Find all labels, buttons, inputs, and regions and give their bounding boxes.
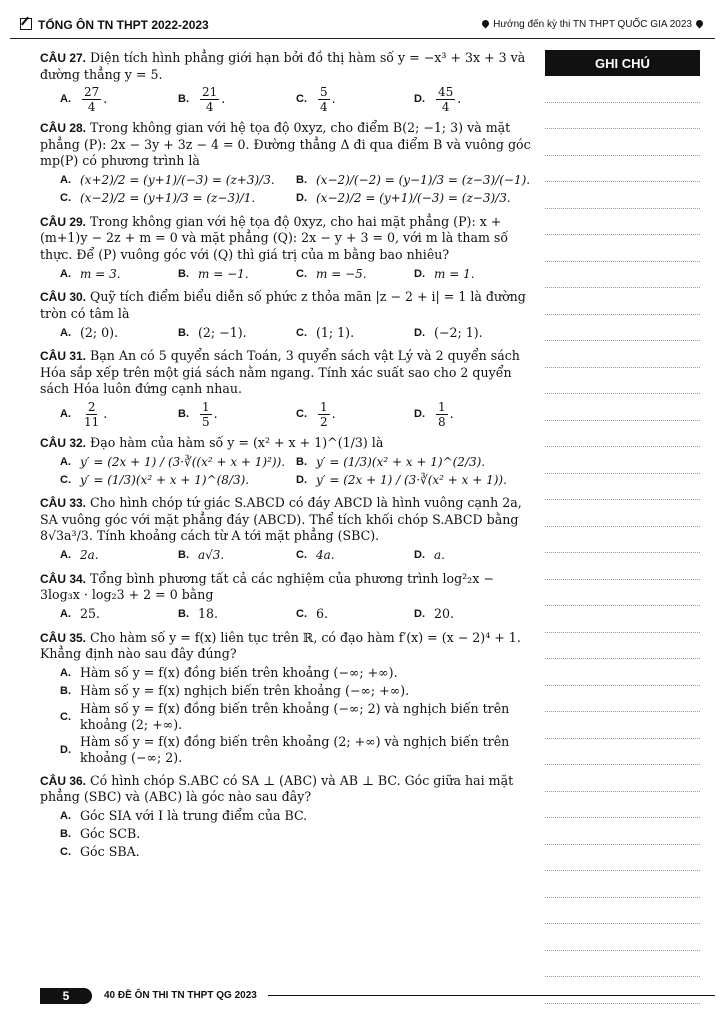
question-text: Tổng bình phương tất cả các nghiệm của phương trình log²₂x − 3log₃x · log₂3 + 2 = 0 bằng (40, 570, 494, 602)
footer-divider (268, 995, 715, 996)
note-line (545, 580, 700, 607)
option-text: m = −1. (198, 266, 249, 281)
option-label: D. (414, 326, 425, 339)
question-28 (40, 120, 532, 208)
fraction (436, 85, 455, 114)
notes-sidebar (545, 50, 700, 1004)
note-line (545, 951, 700, 978)
edit-icon (20, 18, 32, 30)
option-text: (x+2)/2 = (y+1)/(−3) = (z+3)/3. (80, 173, 275, 188)
option-label: A. (60, 407, 71, 420)
options (40, 85, 532, 114)
option-c (60, 190, 296, 208)
option-d: D. $\frac{1}{8}$ . (414, 399, 454, 429)
footer-title: 40 ĐỀ ÔN THI TN THPT QG 2023 (104, 990, 257, 1001)
note-line (545, 739, 700, 766)
option-d (296, 471, 532, 489)
option-b (178, 606, 296, 624)
options (40, 453, 532, 489)
option-b: B. $\frac{1}{5}$ . (178, 399, 218, 429)
page-footer (10, 986, 715, 1006)
option-label: A. (60, 174, 71, 187)
fraction (318, 400, 330, 429)
header-left (20, 18, 209, 32)
option-label: B. (178, 407, 189, 420)
option-b (60, 826, 532, 844)
fraction (200, 85, 219, 114)
option-label: D. (414, 93, 425, 106)
question-number: CÂU 29. (40, 214, 87, 229)
option-text: m = −5. (316, 266, 367, 281)
numerator: 21 (202, 85, 218, 99)
numerator: 27 (84, 85, 100, 99)
question-number: CÂU 32. (40, 435, 87, 450)
note-line (545, 898, 700, 925)
fraction (200, 400, 212, 429)
option-text: 18. (198, 606, 219, 622)
note-line (545, 368, 700, 395)
option-d (414, 324, 532, 342)
option-text: y′ = (1/3)(x² + x + 1)^(8/3). (80, 472, 250, 487)
note-line (545, 76, 700, 103)
option-label: B. (178, 608, 189, 621)
option-a (60, 265, 178, 283)
note-line (545, 924, 700, 951)
numerator: 1 (320, 399, 328, 414)
option-text: 2a. (80, 548, 99, 563)
numerator: 45 (438, 85, 454, 99)
header-subtitle: Hướng đến kỳ thi TN THPT QUỐC GIA 2023 (493, 19, 692, 30)
option-a (60, 665, 532, 683)
note-line (545, 129, 700, 156)
option-label: A. (60, 455, 71, 468)
page-number: 5 (40, 988, 92, 1004)
option-a: A. $\frac{27}{4}$ . (60, 85, 108, 114)
question-text: Trong không gian với hệ tọa độ 0xyz, cho điểm B(2; −1; 3) và mặt phẳng (P): 2x − 3y + 3z − 4 = 0. Đường thẳng Δ đi qua điểm B và vuông góc mp(P) có phương trình là (40, 120, 531, 168)
option-d (296, 190, 532, 208)
fraction (436, 400, 448, 429)
option-label: C. (296, 326, 307, 339)
question-number: CÂU 27. (40, 51, 87, 65)
question-30 (40, 289, 532, 342)
note-line (545, 765, 700, 792)
option-label: D. (296, 192, 307, 205)
option-b (178, 265, 296, 283)
note-line (545, 527, 700, 554)
option-b (178, 547, 296, 565)
denominator: 5 (202, 414, 210, 429)
option-text: 6. (316, 606, 329, 622)
option-label: C. (296, 407, 307, 420)
note-line (545, 871, 700, 898)
note-line (545, 315, 700, 342)
question-text: Có hình chóp S.ABC có SA ⊥ (ABC) và AB ⊥ BC. Góc giữa hai mặt phẳng (SBC) và (ABC) là góc nào sau đây? (40, 772, 514, 804)
option-text: (2; −1). (198, 324, 247, 340)
option-label: D. (414, 549, 425, 562)
option-b (296, 453, 532, 471)
option-a (60, 547, 178, 565)
question-27 (40, 50, 532, 114)
option-text: Góc SCB. (80, 826, 141, 842)
option-text: a√3. (198, 548, 225, 563)
question-text: Bạn An có 5 quyển sách Toán, 3 quyển sách vật Lý và 2 quyển sách Hóa sắp xếp trên một giá sách nằm ngang. Tính xác suất sao cho 2 quyển sách Hóa luôn đứng cạnh nhau. (40, 348, 520, 396)
option-label: A. (60, 810, 71, 823)
fraction (318, 85, 330, 114)
option-text: y′ = (2x + 1) / (3·∛(x² + x + 1)). (316, 472, 507, 487)
note-line (545, 421, 700, 448)
note-line (545, 262, 700, 289)
fraction (82, 85, 101, 114)
note-line (545, 818, 700, 845)
question-number: CÂU 33. (40, 496, 87, 510)
note-line (545, 659, 700, 686)
option-text: 25. (80, 606, 101, 622)
option-label: B. (60, 828, 71, 841)
options (40, 606, 532, 624)
option-label: C. (60, 473, 71, 486)
note-line (545, 606, 700, 633)
denominator: 4 (320, 100, 328, 114)
option-label: B. (296, 455, 307, 468)
option-label: A. (60, 93, 71, 106)
option-d (414, 265, 532, 283)
option-label: C. (296, 93, 307, 106)
option-b (296, 172, 532, 190)
option-label: B. (60, 685, 71, 698)
note-line (545, 209, 700, 236)
option-d (414, 606, 532, 624)
note-line (545, 500, 700, 527)
notes-lines (545, 76, 700, 1004)
option-a (60, 606, 178, 624)
question-number: CÂU 34. (40, 571, 87, 586)
question-34 (40, 571, 532, 624)
option-text: (2; 0). (80, 324, 119, 340)
note-line (545, 394, 700, 421)
option-label: A. (60, 667, 71, 680)
option-text: (x−2)/(−2) = (y−1)/3 = (z−3)/(−1). (316, 173, 531, 188)
question-36 (40, 773, 532, 862)
option-text: (x−2)/2 = (y+1)/(−3) = (z−3)/3. (316, 191, 511, 206)
option-text: Hàm số y = f(x) đồng biến trên khoảng (2; +∞) và nghịch biến trên khoảng (−∞; 2). (80, 733, 510, 765)
question-number: CÂU 30. (40, 290, 87, 304)
page-header (10, 10, 715, 39)
option-a (60, 172, 296, 190)
option-text: (x−2)/2 = (y+1)/3 = (z−3)/1. (80, 191, 256, 206)
option-text: Hàm số y = f(x) đồng biến trên khoảng (−∞; 2) và nghịch biến trên khoảng (2; +∞). (80, 700, 510, 732)
option-label: C. (296, 608, 307, 621)
option-label: B. (178, 93, 189, 106)
option-label: C. (296, 549, 307, 562)
option-b (60, 683, 532, 701)
note-line (545, 288, 700, 315)
option-text: 20. (434, 606, 455, 622)
question-text: Cho hình chóp tứ giác S.ABCD có đáy ABCD là hình vuông cạnh 2a, SA vuông góc với mặt phẳng đáy (ABCD). Thể tích khối chóp S.ABCD bằng 8√3a³/3. Tính khoảng cách từ A tới mặt phẳng (SBC). (40, 495, 522, 543)
option-text: Góc SIA với I là trung điểm của BC. (80, 808, 308, 824)
note-line (545, 792, 700, 819)
option-b: B. $\frac{21}{4}$ . (178, 85, 226, 114)
denominator: 4 (205, 100, 214, 114)
question-text: Quỹ tích điểm biểu diễn số phức z thỏa mãn |z − 2 + i| = 1 là đường tròn có tâm là (40, 289, 526, 321)
option-c (296, 265, 414, 283)
option-label: A. (60, 549, 71, 562)
option-label: A. (60, 608, 71, 621)
header-right (478, 19, 707, 30)
header-title: TỔNG ÔN TN THPT 2022-2023 (38, 18, 209, 32)
option-a: A. $\frac{2}{11}$ . (60, 399, 108, 429)
option-c: C. $\frac{5}{4}$ . (296, 85, 336, 114)
option-label: D. (60, 743, 71, 756)
option-text: 4a. (316, 548, 335, 563)
numerator: 2 (87, 399, 96, 414)
question-35 (40, 630, 532, 767)
option-text: (1; 1). (316, 324, 355, 340)
option-label: B. (296, 174, 307, 187)
option-d (414, 547, 532, 565)
option-label: D. (414, 267, 425, 280)
option-text: y′ = (1/3)(x² + x + 1)^(2/3). (316, 454, 486, 469)
option-text: (−2; 1). (434, 324, 483, 340)
option-label: C. (60, 846, 71, 859)
option-c (60, 844, 532, 862)
options (40, 547, 532, 565)
question-text: Diện tích hình phẳng giới hạn bởi đồ thị hàm số y = −x³ + 3x + 3 và đường thẳng y = 5. (40, 50, 526, 82)
question-31 (40, 348, 532, 429)
options (40, 400, 532, 429)
numerator: 5 (320, 85, 328, 99)
denominator: 4 (87, 100, 96, 114)
option-label: D. (414, 608, 425, 621)
option-text: Hàm số y = f(x) nghịch biến trên khoảng (−∞; +∞). (80, 683, 410, 699)
note-line (545, 156, 700, 183)
question-number: CÂU 28. (40, 121, 87, 135)
option-a (60, 808, 532, 826)
fraction (82, 400, 101, 429)
location-pin-icon (481, 19, 491, 29)
note-line (545, 103, 700, 130)
options (40, 665, 532, 767)
note-line (545, 474, 700, 501)
question-32 (40, 435, 532, 490)
option-label: A. (60, 267, 71, 280)
option-label: D. (296, 473, 307, 486)
note-line (545, 341, 700, 368)
option-c (296, 606, 414, 624)
option-c (60, 471, 296, 489)
question-text: Trong không gian với hệ tọa độ 0xyz, cho hai mặt phẳng (P): x + (m+1)y − 2z + m = 0 và mặt phẳng (Q): 2x − y + 3 = 0, với m là tham số thực. Để (P) vuông góc với (Q) thì giá trị của m bằng bao nhiêu? (40, 213, 509, 262)
option-b (178, 324, 296, 342)
question-number: CÂU 35. (40, 630, 87, 645)
question-text: Đạo hàm của hàm số y = (x² + x + 1)^(1/3) là (90, 434, 384, 450)
numerator: 1 (438, 399, 446, 414)
note-line (545, 235, 700, 262)
option-c (60, 701, 532, 734)
denominator: 11 (84, 414, 100, 429)
denominator: 2 (320, 414, 328, 429)
option-label: A. (60, 326, 71, 339)
option-d (60, 734, 532, 767)
notes-title: GHI CHÚ (545, 50, 700, 76)
option-text: Góc SBA. (80, 844, 140, 860)
option-label: B. (178, 549, 189, 562)
option-text: y′ = (2x + 1) / (3·∛((x² + x + 1)²)). (80, 454, 286, 469)
option-text: m = 1. (434, 266, 475, 281)
question-29 (40, 214, 532, 284)
note-line (545, 553, 700, 580)
option-label: C. (296, 267, 307, 280)
note-line (545, 845, 700, 872)
option-label: B. (178, 326, 189, 339)
question-column (40, 50, 532, 868)
question-33 (40, 495, 532, 565)
question-number: CÂU 31. (40, 349, 87, 363)
option-d: D. $\frac{45}{4}$ . (414, 85, 462, 114)
option-text: a. (434, 548, 445, 563)
location-pin-icon (695, 19, 705, 29)
question-text: Cho hàm số y = f(x) liên tục trên ℝ, có đạo hàm f′(x) = (x − 2)⁴ + 1. Khẳng định nào sau đây đúng? (40, 629, 521, 661)
note-line (545, 182, 700, 209)
numerator: 1 (202, 399, 210, 414)
option-a (60, 324, 178, 342)
option-c (296, 324, 414, 342)
option-text: m = 3. (80, 266, 121, 281)
note-line (545, 712, 700, 739)
note-line (545, 633, 700, 660)
option-c (296, 547, 414, 565)
option-c: C. $\frac{1}{2}$ . (296, 399, 336, 429)
options (40, 808, 532, 862)
note-line (545, 686, 700, 713)
options (40, 265, 532, 283)
options (40, 324, 532, 342)
option-label: D. (414, 407, 425, 420)
question-number: CÂU 36. (40, 773, 87, 788)
denominator: 8 (438, 414, 446, 429)
option-label: C. (60, 192, 71, 205)
option-text: Hàm số y = f(x) đồng biến trên khoảng (−∞; +∞). (80, 665, 398, 681)
option-label: B. (178, 267, 189, 280)
denominator: 4 (441, 100, 450, 114)
options (40, 172, 532, 208)
option-a (60, 453, 296, 471)
note-line (545, 447, 700, 474)
option-label: C. (60, 710, 71, 723)
